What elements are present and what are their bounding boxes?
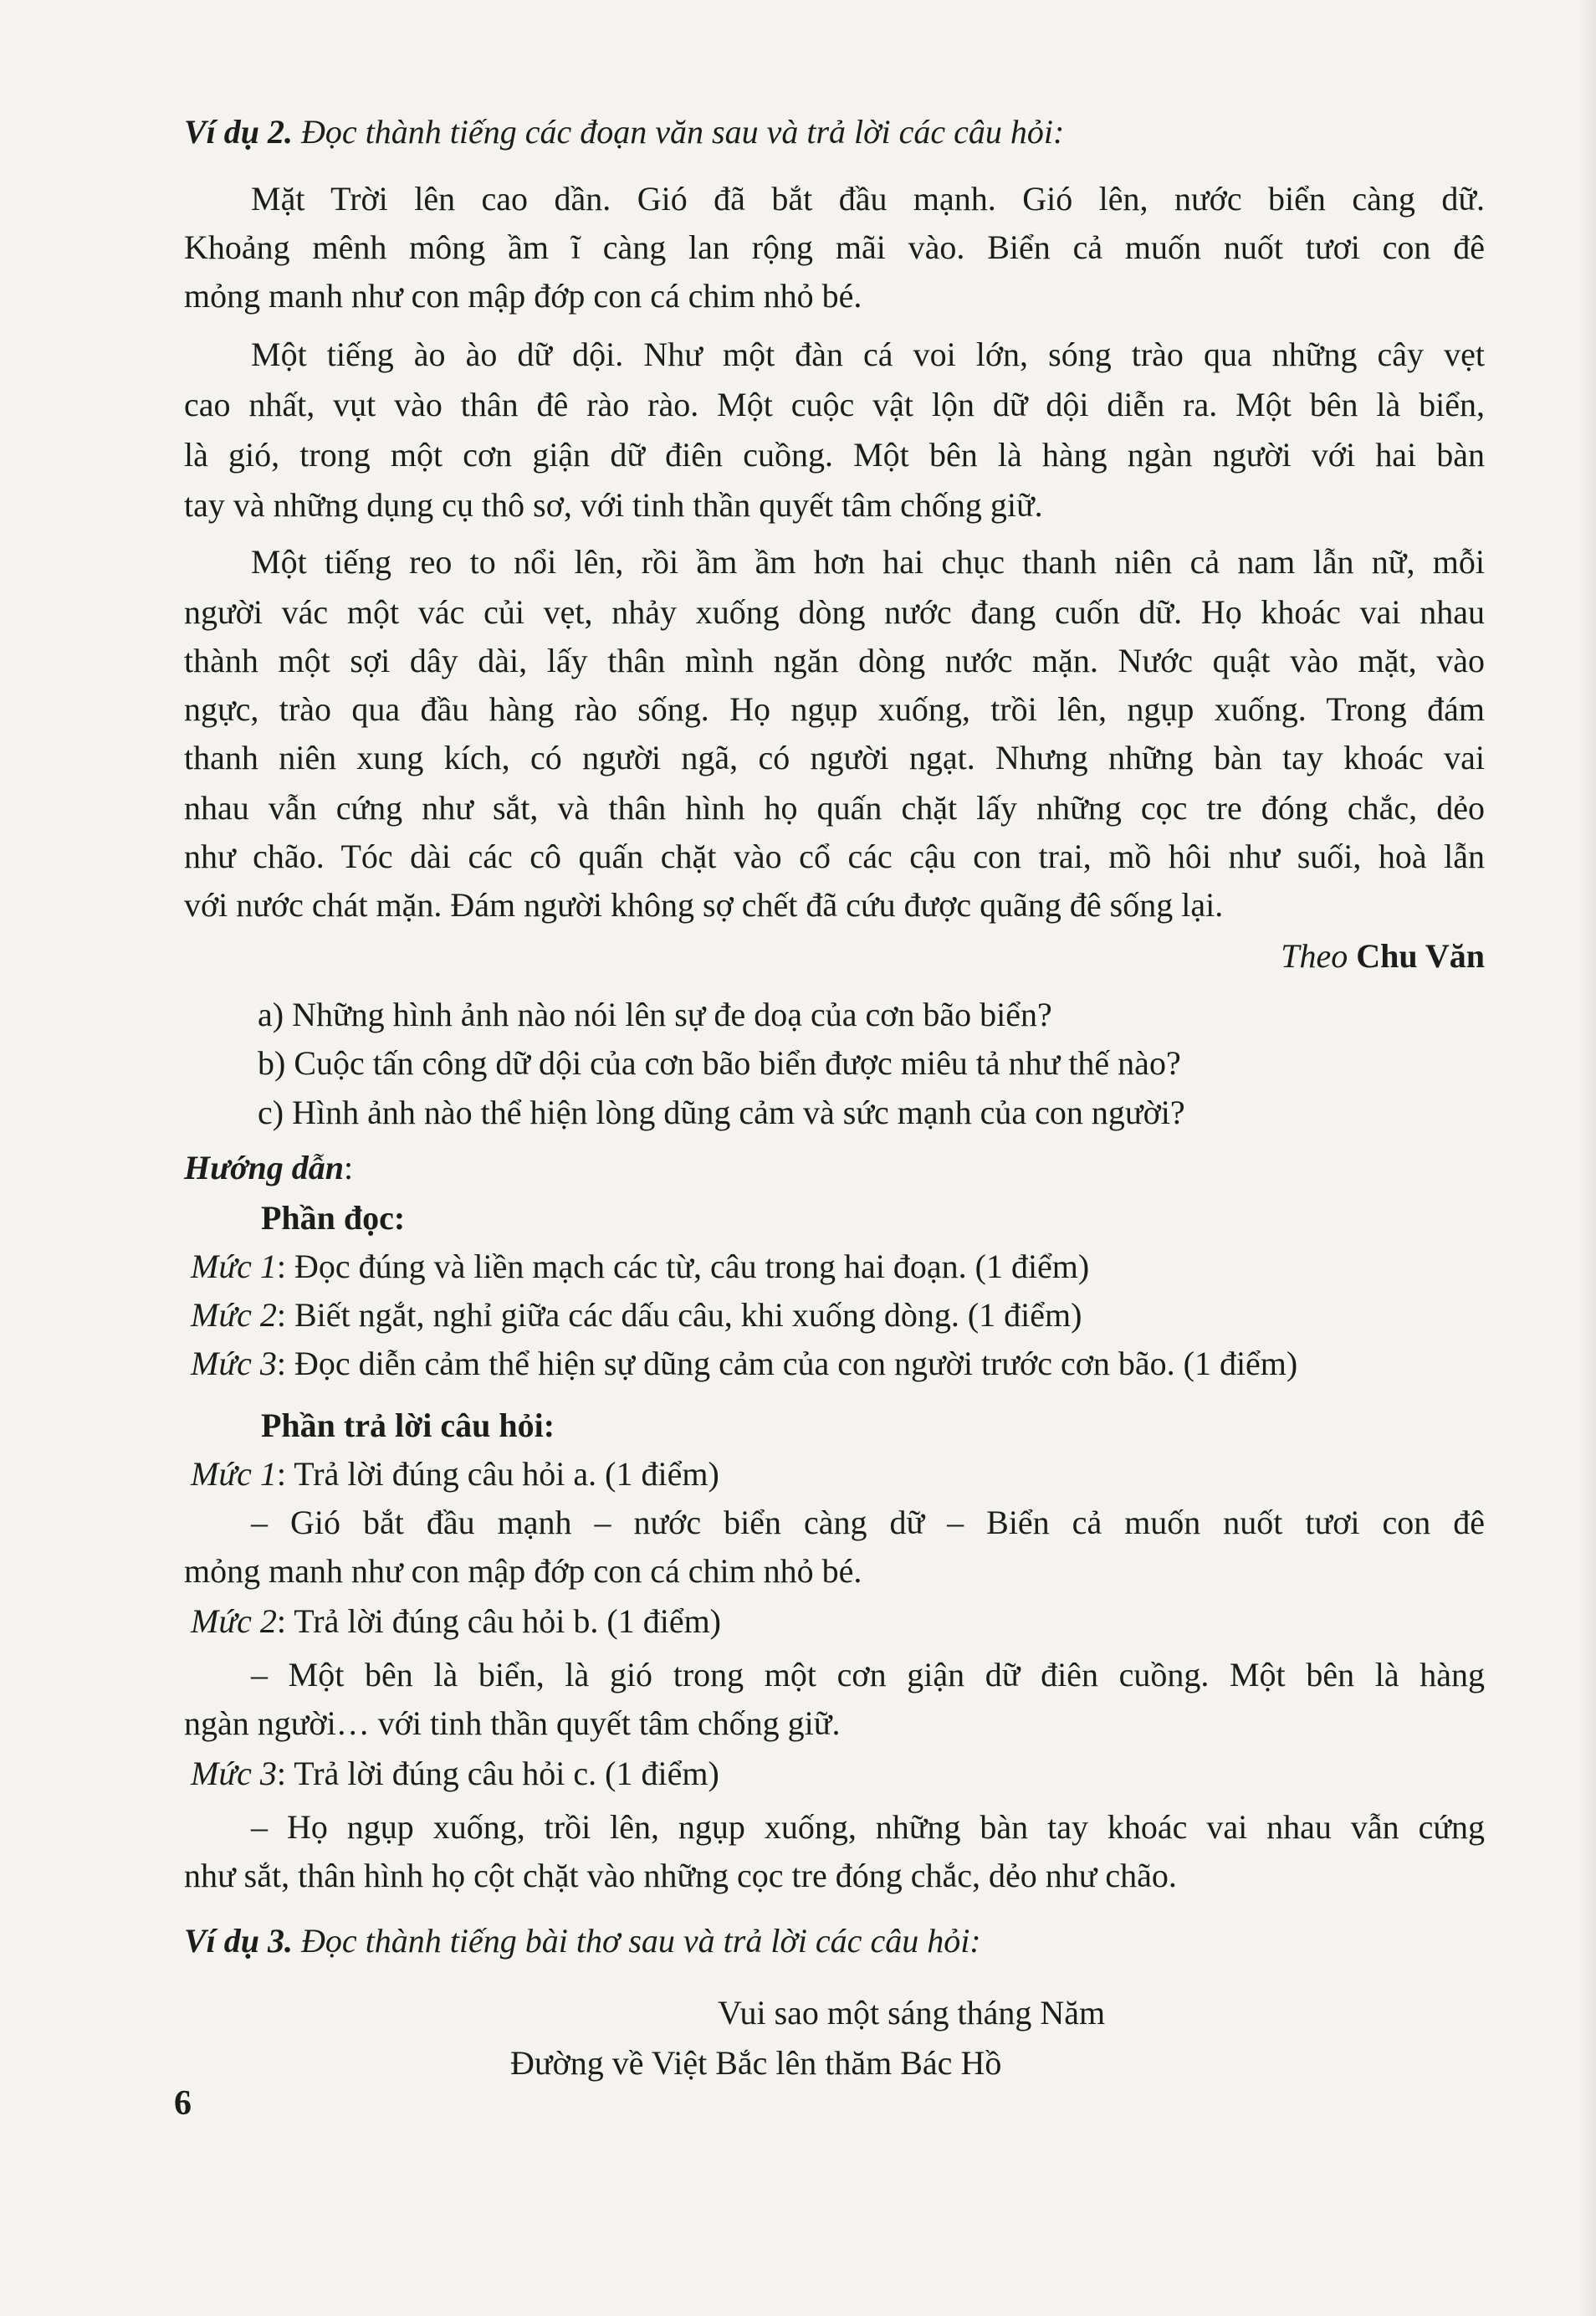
passage-line: thành một sợi dây dài, lấy thân mình ngăn dòng nước mặn. Nước quật vào mặt, vào	[184, 642, 1485, 679]
level-text: : Trả lời đúng câu hỏi c. (1 điểm)	[276, 1755, 719, 1792]
answer-line: như sắt, thân hình họ cột chặt vào những cọc tre đóng chắc, dẻo như chão.	[184, 1857, 1177, 1894]
level-text: : Biết ngắt, nghỉ giữa các dấu câu, khi xuống dòng. (1 điểm)	[276, 1296, 1082, 1334]
example3-label: Ví dụ 3.	[184, 1922, 294, 1960]
reading-section-title: Phần đọc:	[261, 1199, 406, 1237]
guide-title: Hướng dẫn	[184, 1149, 345, 1186]
answer-line: ngàn người… với tinh thần quyết tâm chống giữ.	[184, 1704, 841, 1742]
level-label: Mức 2	[191, 1296, 277, 1334]
page-number: 6	[174, 2084, 192, 2123]
level-label: Mức 1	[191, 1248, 277, 1285]
reading-level-2	[191, 1292, 1491, 1339]
level-label: Mức 2	[191, 1602, 277, 1640]
example2-instruction: Đọc thành tiếng các đoạn văn sau và trả lời các câu hỏi:	[301, 113, 1065, 151]
poem-line: Đường về Việt Bắc lên thăm Bác Hồ	[510, 2044, 1002, 2082]
level-text: : Trả lời đúng câu hỏi b. (1 điểm)	[276, 1602, 722, 1640]
example2-label: Ví dụ 2.	[184, 113, 294, 151]
source-prefix: Theo	[1281, 937, 1348, 975]
passage-line: nhau vẫn cứng như sắt, và thân hình họ quấn chặt lấy những cọc tre đóng chắc, dẻo	[184, 789, 1485, 827]
example3-heading	[184, 1918, 1485, 1965]
question-b: b) Cuộc tấn công dữ dội của cơn bão biển được miêu tả như thế nào?	[258, 1044, 1181, 1082]
answer-level-1	[191, 1451, 1491, 1498]
passage-line: mỏng manh như con mập đớp con cá chim nhỏ bé.	[184, 277, 862, 315]
level-label: Mức 3	[191, 1345, 277, 1382]
example2-heading	[184, 109, 1485, 156]
reading-level-1	[191, 1243, 1491, 1290]
passage-line: người vác một vác củi vẹt, nhảy xuống dòng nước đang cuốn dữ. Họ khoác vai nhau	[184, 593, 1485, 631]
level-text: : Trả lời đúng câu hỏi a. (1 điểm)	[276, 1455, 719, 1493]
source-attribution	[184, 933, 1485, 980]
question-a: a) Những hình ảnh nào nói lên sự đe doạ của cơn bão biển?	[258, 996, 1052, 1033]
answer-line: mỏng manh như con mập đớp con cá chim nhỏ bé.	[184, 1552, 862, 1590]
guide-heading	[184, 1145, 1485, 1191]
answer-level-3	[191, 1750, 1491, 1797]
passage-line: tay và những dụng cụ thô sơ, với tinh thần quyết tâm chống giữ.	[184, 486, 1043, 524]
example3-instruction: Đọc thành tiếng bài thơ sau và trả lời các câu hỏi:	[301, 1922, 981, 1960]
level-text: : Đọc diễn cảm thể hiện sự dũng cảm của con người trước cơn bão. (1 điểm)	[276, 1345, 1298, 1382]
answer-level-2	[191, 1598, 1491, 1645]
answer-section-title: Phần trả lời câu hỏi:	[261, 1407, 555, 1444]
level-label: Mức 3	[191, 1755, 277, 1792]
poem-line-1: Vui sao một sáng tháng Năm	[718, 1994, 1106, 2032]
passage-line: Một tiếng ào ào dữ dội. Như một đàn cá voi lớn, sóng trào qua những cây vẹt	[251, 336, 1485, 373]
passage-line: với nước chát mặn. Đám người không sợ chết đã cứu được quãng đê sống lại.	[184, 886, 1224, 924]
poem-line	[611, 1990, 1363, 2037]
passage-line: Mặt Trời lên cao dần. Gió đã bắt đầu mạnh. Gió lên, nước biển càng dữ.	[251, 180, 1485, 218]
level-label: Mức 1	[191, 1455, 277, 1493]
passage-line: là gió, trong một cơn giận dữ điên cuồng. Một bên là hàng ngàn người với hai bàn	[184, 436, 1485, 474]
question-c: c) Hình ảnh nào thể hiện lòng dũng cảm và sức mạnh của con người?	[258, 1094, 1185, 1131]
guide-colon: :	[344, 1149, 354, 1186]
passage-line: ngực, trào qua đầu hàng rào sống. Họ ngụp xuống, trồi lên, ngụp xuống. Trong đám	[184, 690, 1485, 728]
passage-line: Khoảng mênh mông ầm ĩ càng lan rộng mãi vào. Biển cả muốn nuốt tươi con đê	[184, 228, 1485, 266]
passage-line: cao nhất, vụt vào thân đê rào rào. Một cuộc vật lộn dữ dội diễn ra. Một bên là biển,	[184, 386, 1485, 423]
level-text: : Đọc đúng và liền mạch các từ, câu trong hai đoạn. (1 điểm)	[276, 1248, 1090, 1285]
answer-line: – Một bên là biển, là gió trong một cơn giận dữ điên cuồng. Một bên là hàng	[251, 1656, 1485, 1693]
answer-line: – Họ ngụp xuống, trồi lên, ngụp xuống, những bàn tay khoác vai nhau vẫn cứng	[251, 1808, 1485, 1846]
passage-line: Một tiếng reo to nổi lên, rồi ầm ầm hơn hai chục thanh niên cả nam lẫn nữ, mỗi	[251, 543, 1485, 581]
passage-line: thanh niên xung kích, có người ngã, có người ngạt. Nhưng những bàn tay khoác vai	[184, 739, 1485, 776]
answer-line: – Gió bắt đầu mạnh – nước biển càng dữ – Biển cả muốn nuốt tươi con đê	[251, 1504, 1485, 1541]
passage-line: như chão. Tóc dài các cô quấn chặt vào cổ các cậu con trai, mồ hôi như suối, hoà lẫn	[184, 838, 1485, 875]
reading-level-3	[191, 1340, 1491, 1387]
source-author: Chu Văn	[1356, 937, 1485, 975]
page-edge-shadow	[1578, 0, 1596, 2316]
